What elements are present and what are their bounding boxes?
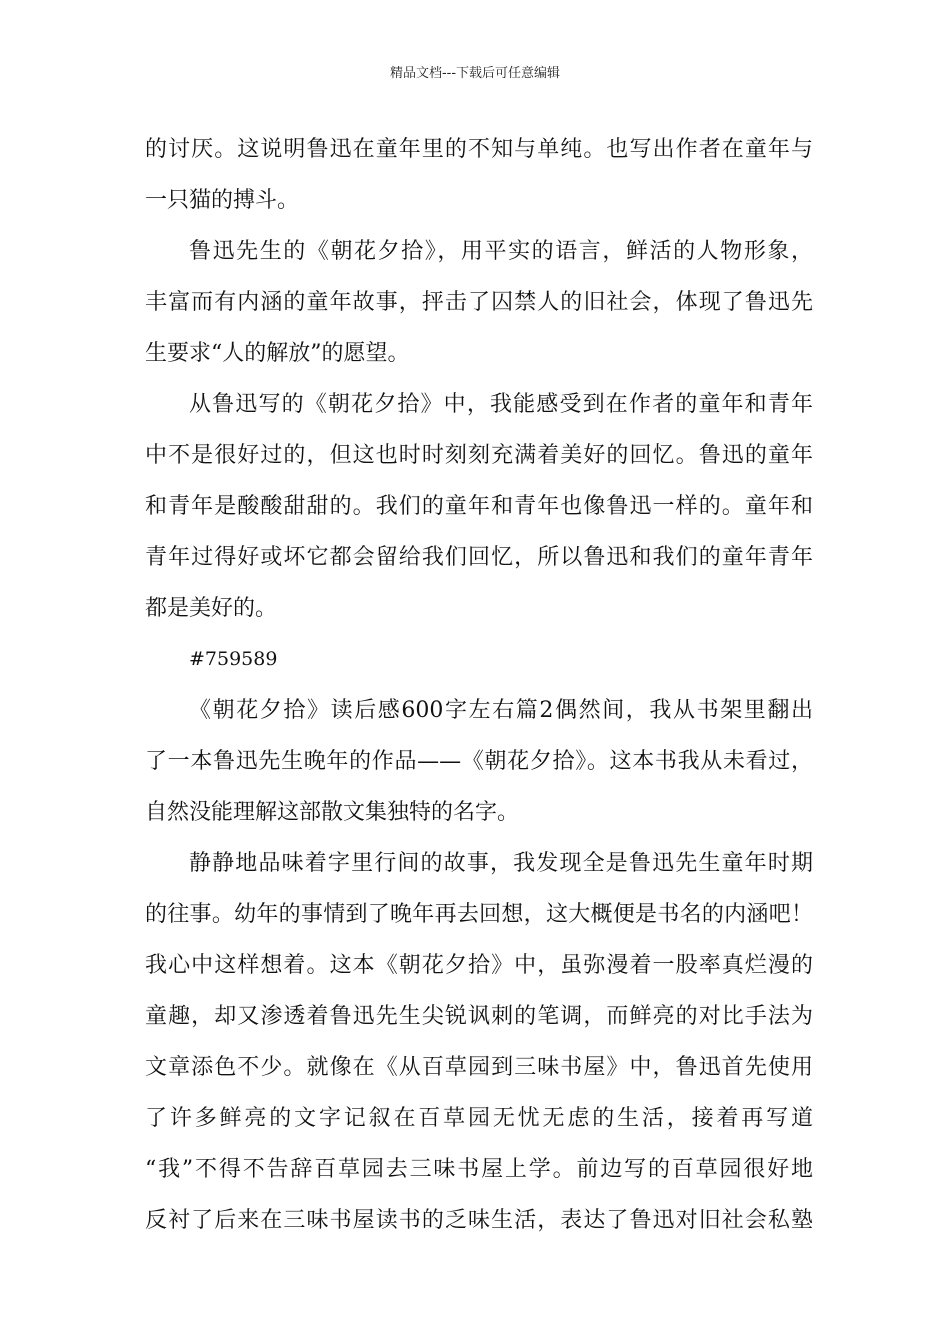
text-line: 生要求“人的解放”的愿望。 <box>145 341 410 366</box>
text-line: 中不是很好过的，但这也时时刻刻充满着美好的回忆。鲁迅的童年 <box>145 443 813 468</box>
paragraph-start-line: 鲁迅先生的《朝花夕拾》，用平实的语言，鲜活的人物形象， <box>189 239 813 264</box>
text-line: 文章添色不少。就像在《从百草园到三味书屋》中，鲁迅首先使用 <box>145 1055 813 1080</box>
document-body <box>145 124 813 1246</box>
text-line: 都是美好的。 <box>145 596 278 621</box>
paragraph-start-line: 从鲁迅写的《朝花夕拾》中，我能感受到在作者的童年和青年 <box>189 392 813 417</box>
paragraph-start-line: 《朝花夕拾》读后感600字左右篇2偶然间，我从书架里翻出 <box>189 698 813 723</box>
text-line: “我”不得不告辞百草园去三味书屋上学。前边写的百草园很好地 <box>145 1157 813 1182</box>
text-line: 自然没能理解这部散文集独特的名字。 <box>145 800 520 825</box>
text-line: 的讨厌。这说明鲁迅在童年里的不知与单纯。也写出作者在童年与 <box>145 137 813 162</box>
text-line: 青年过得好或坏它都会留给我们回忆，所以鲁迅和我们的童年青年 <box>145 545 813 570</box>
text-line: 丰富而有内涵的童年故事，抨击了囚禁人的旧社会，体现了鲁迅先 <box>145 290 813 315</box>
article-id-tag: #759589 <box>189 648 278 670</box>
paragraph-start-line: 静静地品味着字里行间的故事，我发现全是鲁迅先生童年时期 <box>189 851 813 876</box>
text-line: 一只猫的搏斗。 <box>145 188 300 213</box>
text-line: 反衬了后来在三味书屋读书的乏味生活，表达了鲁迅对旧社会私塾 <box>145 1208 813 1233</box>
text-line: 童趣，却又渗透着鲁迅先生尖锐讽刺的笔调，而鲜亮的对比手法为 <box>145 1004 813 1029</box>
page-header: 精品文档---下载后可任意编辑 <box>389 66 561 81</box>
text-line: 和青年是酸酸甜甜的。我们的童年和青年也像鲁迅一样的。童年和 <box>145 494 813 519</box>
text-line: 了许多鲜亮的文字记叙在百草园无忧无虑的生活，接着再写道 <box>145 1106 813 1131</box>
text-line: 了一本鲁迅先生晚年的作品——《朝花夕拾》。这本书我从未看过， <box>145 749 813 774</box>
text-line: 我心中这样想着。这本《朝花夕拾》中，虽弥漫着一股率真烂漫的 <box>145 953 813 978</box>
text-line: 的往事。幼年的事情到了晚年再去回想，这大概便是书名的内涵吧！ <box>145 902 813 927</box>
